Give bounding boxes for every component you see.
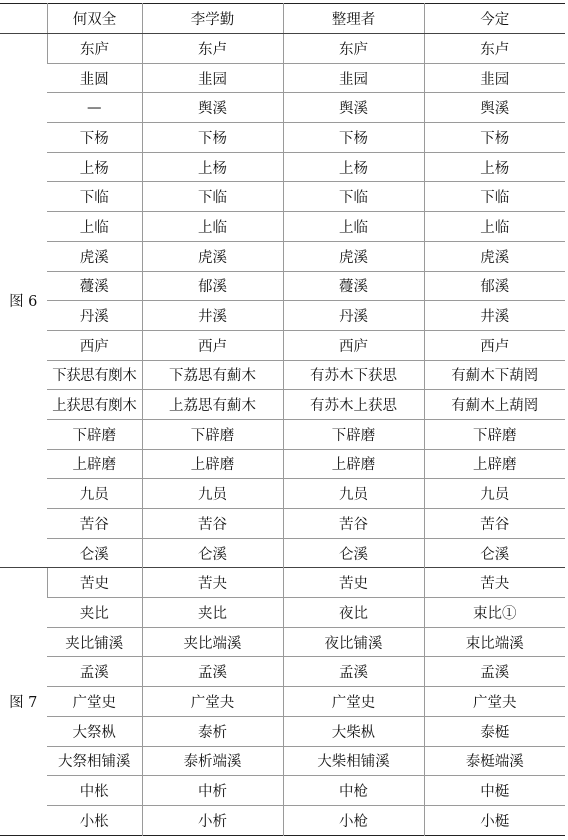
cell-li-xueqin: 下临 — [142, 182, 283, 212]
cell-current-reading: 泰梃端溪 — [424, 746, 565, 776]
cell-li-xueqin: 九员 — [142, 479, 283, 509]
cell-he-shuangquan: 上辟磨 — [47, 449, 142, 479]
cell-he-shuangquan: 东庐 — [47, 34, 142, 64]
cell-he-shuangquan: 中枨 — [47, 776, 142, 806]
cell-editors: 大柴枞 — [283, 716, 424, 746]
header-editors: 整理者 — [283, 4, 424, 34]
cell-editors: 虎溪 — [283, 241, 424, 271]
cell-current-reading: 郁溪 — [424, 271, 565, 301]
cell-he-shuangquan: 韭圆 — [47, 63, 142, 93]
cell-current-reading: 九员 — [424, 479, 565, 509]
cell-editors: 仑溪 — [283, 538, 424, 568]
cell-li-xueqin: 上杨 — [142, 152, 283, 182]
table-row — [0, 63, 565, 93]
cell-current-reading: 东卢 — [424, 34, 565, 64]
table-row — [0, 330, 565, 360]
table-row — [0, 776, 565, 806]
cell-he-shuangquan: 小枨 — [47, 805, 142, 835]
cell-current-reading: 中梃 — [424, 776, 565, 806]
cell-editors: 有苏木下获思 — [283, 360, 424, 390]
cell-li-xueqin: 上临 — [142, 212, 283, 242]
cell-current-reading: 下临 — [424, 182, 565, 212]
header-row — [0, 4, 565, 34]
cell-editors: 夜比铺溪 — [283, 627, 424, 657]
cell-editors: 苦谷 — [283, 509, 424, 539]
cell-he-shuangquan: 虎溪 — [47, 241, 142, 271]
header-group-column — [0, 4, 47, 34]
cell-editors: 九员 — [283, 479, 424, 509]
cell-li-xueqin: 夹比端溪 — [142, 627, 283, 657]
table-row — [0, 360, 565, 390]
cell-editors: 下辟磨 — [283, 419, 424, 449]
header-li-xueqin: 李学勤 — [142, 4, 283, 34]
cell-current-reading: 下辟磨 — [424, 419, 565, 449]
cell-editors: 舆溪 — [283, 93, 424, 123]
cell-current-reading: 束比端溪 — [424, 627, 565, 657]
cell-li-xueqin: 夹比 — [142, 598, 283, 628]
cell-li-xueqin: 郁溪 — [142, 271, 283, 301]
cell-current-reading: 西卢 — [424, 330, 565, 360]
cell-current-reading: 舆溪 — [424, 93, 565, 123]
cell-li-xueqin: 东卢 — [142, 34, 283, 64]
cell-li-xueqin: 下辟磨 — [142, 419, 283, 449]
cell-li-xueqin: 中析 — [142, 776, 283, 806]
table-row — [0, 123, 565, 153]
table-row — [0, 301, 565, 331]
table-row — [0, 687, 565, 717]
cell-current-reading: 虎溪 — [424, 241, 565, 271]
table-row — [0, 716, 565, 746]
cell-current-reading: 仑溪 — [424, 538, 565, 568]
cell-current-reading: 小梃 — [424, 805, 565, 835]
cell-he-shuangquan: 上杨 — [47, 152, 142, 182]
cell-li-xueqin: 上辟磨 — [142, 449, 283, 479]
cell-he-shuangquan: 广堂史 — [47, 687, 142, 717]
cell-li-xueqin: 苦谷 — [142, 509, 283, 539]
cell-editors: 苦史 — [283, 568, 424, 598]
cell-he-shuangquan: 丹溪 — [47, 301, 142, 331]
cell-editors: 丹溪 — [283, 301, 424, 331]
cell-he-shuangquan: 孟溪 — [47, 657, 142, 687]
cell-li-xueqin: 广堂夬 — [142, 687, 283, 717]
header-current-reading: 今定 — [424, 4, 565, 34]
figure-group-label: 图 7 — [0, 568, 47, 835]
cell-current-reading: 有薊木下葫罔 — [424, 360, 565, 390]
cell-he-shuangquan: 上获思有剫木 — [47, 390, 142, 420]
cell-current-reading: 苦夬 — [424, 568, 565, 598]
header-he-shuangquan: 何双全 — [47, 4, 142, 34]
cell-li-xueqin: 西卢 — [142, 330, 283, 360]
cell-he-shuangquan: 蘉溪 — [47, 271, 142, 301]
cell-current-reading: 上辟磨 — [424, 449, 565, 479]
cell-editors: 大柴相铺溪 — [283, 746, 424, 776]
cell-li-xueqin: 孟溪 — [142, 657, 283, 687]
cell-current-reading: 广堂夬 — [424, 687, 565, 717]
table-row — [0, 93, 565, 123]
table-row — [0, 34, 565, 64]
cell-editors: 西庐 — [283, 330, 424, 360]
table-row — [0, 805, 565, 835]
table-row — [0, 241, 565, 271]
table-row — [0, 152, 565, 182]
cell-he-shuangquan: 苦谷 — [47, 509, 142, 539]
cell-li-xueqin: 小析 — [142, 805, 283, 835]
cell-li-xueqin: 舆溪 — [142, 93, 283, 123]
cell-he-shuangquan: — — [47, 93, 142, 123]
table-row — [0, 627, 565, 657]
table-header — [0, 4, 565, 34]
cell-li-xueqin: 泰析 — [142, 716, 283, 746]
cell-editors: 下临 — [283, 182, 424, 212]
cell-he-shuangquan: 大祭相铺溪 — [47, 746, 142, 776]
comparison-table — [0, 3, 565, 836]
table-row — [0, 212, 565, 242]
cell-current-reading: 束比① — [424, 598, 565, 628]
table-row — [0, 657, 565, 687]
cell-li-xueqin: 井溪 — [142, 301, 283, 331]
table-row — [0, 509, 565, 539]
cell-he-shuangquan: 苦史 — [47, 568, 142, 598]
cell-editors: 上杨 — [283, 152, 424, 182]
cell-he-shuangquan: 夹比铺溪 — [47, 627, 142, 657]
cell-current-reading: 有薊木上葫罔 — [424, 390, 565, 420]
table-row — [0, 479, 565, 509]
cell-he-shuangquan: 大祭枞 — [47, 716, 142, 746]
cell-he-shuangquan: 九员 — [47, 479, 142, 509]
cell-li-xueqin: 下荔思有薊木 — [142, 360, 283, 390]
table-row — [0, 271, 565, 301]
cell-li-xueqin: 泰析端溪 — [142, 746, 283, 776]
cell-editors: 夜比 — [283, 598, 424, 628]
cell-current-reading: 下杨 — [424, 123, 565, 153]
cell-li-xueqin: 韭园 — [142, 63, 283, 93]
cell-he-shuangquan: 夹比 — [47, 598, 142, 628]
cell-editors: 韭园 — [283, 63, 424, 93]
table-row — [0, 746, 565, 776]
cell-li-xueqin: 虎溪 — [142, 241, 283, 271]
cell-current-reading: 上临 — [424, 212, 565, 242]
table-row — [0, 538, 565, 568]
cell-editors: 中枪 — [283, 776, 424, 806]
table-row — [0, 449, 565, 479]
cell-editors: 东庐 — [283, 34, 424, 64]
cell-li-xueqin: 下杨 — [142, 123, 283, 153]
cell-current-reading: 上杨 — [424, 152, 565, 182]
cell-li-xueqin: 苦夬 — [142, 568, 283, 598]
cell-he-shuangquan: 西庐 — [47, 330, 142, 360]
table-row — [0, 182, 565, 212]
cell-editors: 有苏木上获思 — [283, 390, 424, 420]
cell-he-shuangquan: 仑溪 — [47, 538, 142, 568]
cell-editors: 广堂史 — [283, 687, 424, 717]
cell-current-reading: 苦谷 — [424, 509, 565, 539]
cell-editors: 上临 — [283, 212, 424, 242]
cell-current-reading: 韭园 — [424, 63, 565, 93]
table-body — [0, 34, 565, 836]
cell-he-shuangquan: 下辟磨 — [47, 419, 142, 449]
cell-current-reading: 孟溪 — [424, 657, 565, 687]
cell-li-xueqin: 上荔思有薊木 — [142, 390, 283, 420]
cell-editors: 上辟磨 — [283, 449, 424, 479]
cell-editors: 下杨 — [283, 123, 424, 153]
figure-group-label: 图 6 — [0, 34, 47, 568]
table-row — [0, 598, 565, 628]
cell-he-shuangquan: 下临 — [47, 182, 142, 212]
cell-li-xueqin: 仑溪 — [142, 538, 283, 568]
table-row — [0, 568, 565, 598]
cell-editors: 小枪 — [283, 805, 424, 835]
cell-current-reading: 井溪 — [424, 301, 565, 331]
table-row — [0, 419, 565, 449]
cell-he-shuangquan: 下获思有剫木 — [47, 360, 142, 390]
cell-editors: 蘉溪 — [283, 271, 424, 301]
cell-editors: 孟溪 — [283, 657, 424, 687]
cell-current-reading: 泰梃 — [424, 716, 565, 746]
cell-he-shuangquan: 上临 — [47, 212, 142, 242]
table-row — [0, 390, 565, 420]
cell-he-shuangquan: 下杨 — [47, 123, 142, 153]
